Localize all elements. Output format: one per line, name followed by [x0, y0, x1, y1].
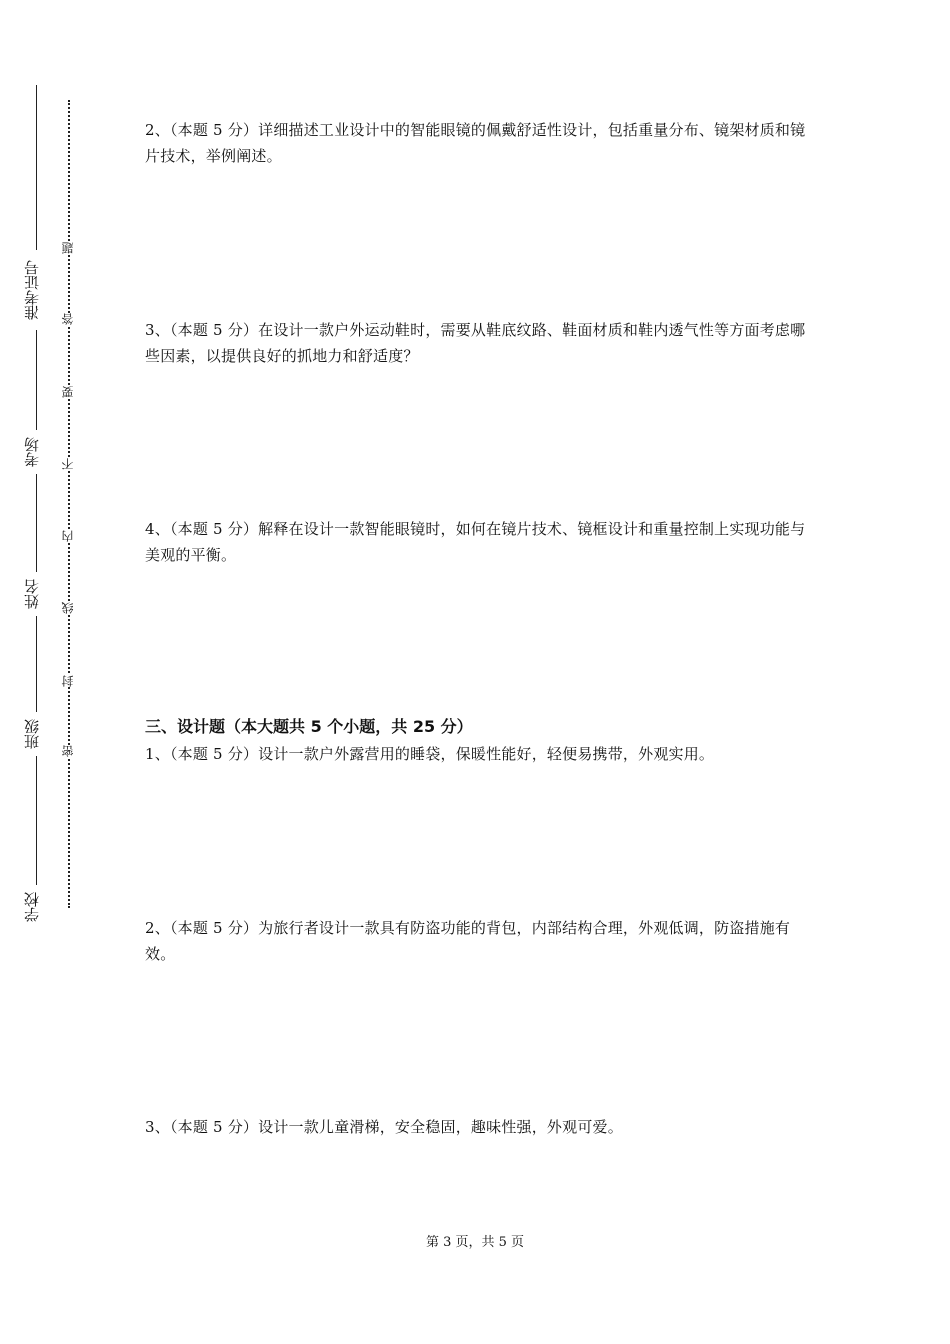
section-3-heading: 三、设计题（本大题共 5 个小题，共 25 分） [145, 717, 473, 736]
page-footer: 第 3 页，共 5 页 [425, 1235, 525, 1250]
question-3-1: 1、（本题 5 分）设计一款户外露营用的睡袋，保暖性能好，轻便易携带，外观实用。 [145, 745, 715, 763]
seal-char-3: 要 [61, 386, 75, 398]
label-class: 班级 [22, 712, 42, 756]
question-3-3: 3、（本题 5 分）设计一款儿童滑梯，安全稳固，趣味性强，外观可爱。 [145, 1118, 623, 1136]
seal-char-7: 封 [61, 675, 75, 687]
question-2-3: 3、（本题 5 分）在设计一款户外运动鞋时，需要从鞋底纹路、鞋面材质和鞋内透气性等方面考虑哪些因素，以提供良好的抓地力和舒适度？ [145, 321, 806, 365]
seal-char-6: 线 [61, 602, 75, 614]
question-2-4: 4、（本题 5 分）解释在设计一款智能眼镜时，如何在镜片技术、镜框设计和重量控制上实现功能与美观的平衡。 [145, 520, 806, 564]
label-exam-id: 准考证号 [22, 250, 42, 330]
seal-char-5: 内 [61, 530, 75, 542]
question-2-2: 2、（本题 5 分）详细描述工业设计中的智能眼镜的佩戴舒适性设计，包括重量分布、镜架材质和镜片技术，举例阐述。 [145, 121, 806, 165]
seal-char-8: 密 [61, 745, 75, 757]
seal-char-2: 答 [61, 313, 75, 325]
label-school: 学校 [22, 885, 42, 929]
label-name: 姓名 [22, 572, 42, 616]
seal-dotted-line [68, 100, 70, 908]
seal-char-4: 不 [61, 458, 75, 470]
binding-line [36, 85, 37, 925]
question-3-2: 2、（本题 5 分）为旅行者设计一款具有防盗功能的背包，内部结构合理，外观低调，防盗措施有效。 [145, 919, 791, 963]
seal-char-1: 题 [61, 242, 75, 254]
label-exam-room: 考场 [22, 430, 42, 474]
